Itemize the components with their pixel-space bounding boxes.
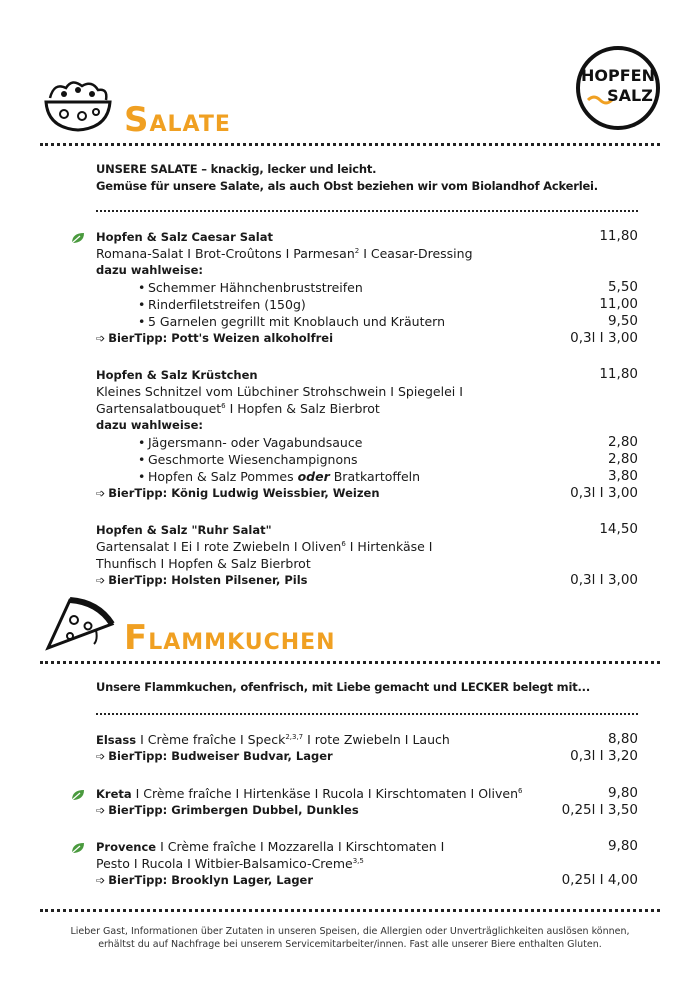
menu-item-kruestchen: Hopfen & Salz Krüstchen 11,80 Kleines Schnitzel vom Lübchiner Strohschwein I Spiegelei I Gartensalatbouquet$^6$ I Hopfen & Salz Bierbrot dazu wahlweise: • Jägersmann- oder Vagabundsauce 2,80 • Geschmorte Wiesenchampignons 2,80 • Hopfen & Salz Pommes oder Bratkartoffeln 3,80 ➩ BierTipp: König Ludwig Weissbier, Weizen 0,3l I 3,00 [96,366,638,501]
bier-tipp: ➩ BierTipp: König Ludwig Weissbier, Weizen 0,3l I 3,00 [96,485,638,501]
logo-line1: HOPFEN [581,66,655,85]
option-row: • Schemmer Hähnchenbruststreifen 5,50 [138,279,638,295]
divider [40,143,660,146]
flammkuchen-intro: Unsere Flammkuchen, ofenfrisch, mit Liebe gemacht und LECKER belegt mit... [96,680,590,694]
menu-item-caesar-salat: Hopfen & Salz Caesar Salat 11,80 Romana-Salat I Brot-Croûtons I Parmesan$^2$ I Ceasar-Dressing dazu wahlweise: • Schemmer Hähnchenbruststreifen 5,50 • Rinderfiletstreifen (150g) 11,00 • 5 Garnelen gegrillt mit Knoblauch und Kräutern 9,50 ➩ BierTipp: Pott's Weizen alkoholfrei 0,3l I 3,00 [96,228,638,346]
divider [40,661,660,664]
option-row: • Rinderfiletstreifen (150g) 11,00 [138,296,638,312]
salad-bowl-icon [42,76,114,136]
vegetarian-leaf-icon [70,231,86,245]
logo-line2: SALZ [607,86,653,105]
menu-item-provence: Provence I Crème fraîche I Mozzarella I Kirschtomaten I 9,80 Pesto I Rucola I Witbier-Balsamico-Creme$^{3,5}$ ➩ BierTipp: Brooklyn Lager, Lager 0,25l I 4,00 [96,838,638,888]
hopfen-salz-logo [574,44,662,132]
pizza-slice-icon [44,594,116,656]
bier-tipp: ➩ BierTipp: Brooklyn Lager, Lager 0,25l I 4,00 [96,872,638,888]
divider [40,909,660,912]
menu-item-elsass: Elsass I Crème fraîche I Speck$^{2,3,7}$ I rote Zwiebeln I Lauch 8,80 ➩ BierTipp: Budweiser Budvar, Lager 0,3l I 3,20 [96,731,638,764]
option-row: • Jägersmann- oder Vagabundsauce 2,80 [138,434,638,450]
menu-item-kreta: Kreta I Crème fraîche I Hirtenkäse I Rucola I Kirschtomaten I Oliven$^6$ 9,80 ➩ BierTipp: Grimbergen Dubbel, Dunkles 0,25l I 3,50 [96,785,638,818]
menu-item-ruhr-salat: Hopfen & Salz "Ruhr Salat" 14,50 Gartensalat I Ei I rote Zwiebeln I Oliven$^6$ I Hirtenkäse I Thunfisch I Hopfen & Salz Bierbrot ➩ BierTipp: Holsten Pilsener, Pils 0,3l I 3,00 [96,521,638,588]
salate-intro: UNSERE SALATE – knackig, lecker und leicht. Gemüse für unsere Salate, als auch Obst beziehen wir vom Biolandhof Ackerlei. [96,162,598,193]
option-row: • Geschmorte Wiesenchampignons 2,80 [138,451,638,467]
option-row: • 5 Garnelen gegrillt mit Knoblauch und Kräutern 9,50 [138,313,638,329]
flammkuchen-title: FLAMMKUCHEN [124,618,336,658]
bier-tipp: ➩ BierTipp: Pott's Weizen alkoholfrei 0,3l I 3,00 [96,330,638,346]
bier-tipp: ➩ BierTipp: Budweiser Budvar, Lager 0,3l I 3,20 [96,748,638,764]
vegetarian-leaf-icon [70,788,86,802]
bier-tipp: ➩ BierTipp: Holsten Pilsener, Pils 0,3l I 3,00 [96,572,638,588]
divider [96,713,638,715]
vegetarian-leaf-icon [70,841,86,855]
allergy-footer: Lieber Gast, Informationen über Zutaten in unseren Speisen, die Allergien oder Unverträglichkeiten auslösen können, erhältst du auf Nachfrage bei unserem Servicemitarbeiter/innen. Fast alle unserer Biere enthalten Gluten. [70,926,630,950]
salate-title: SALATE [124,100,231,140]
bier-tipp: ➩ BierTipp: Grimbergen Dubbel, Dunkles 0,25l I 3,50 [96,802,638,818]
option-row: • Hopfen & Salz Pommes oder Bratkartoffeln 3,80 [138,468,638,484]
divider [96,210,638,212]
